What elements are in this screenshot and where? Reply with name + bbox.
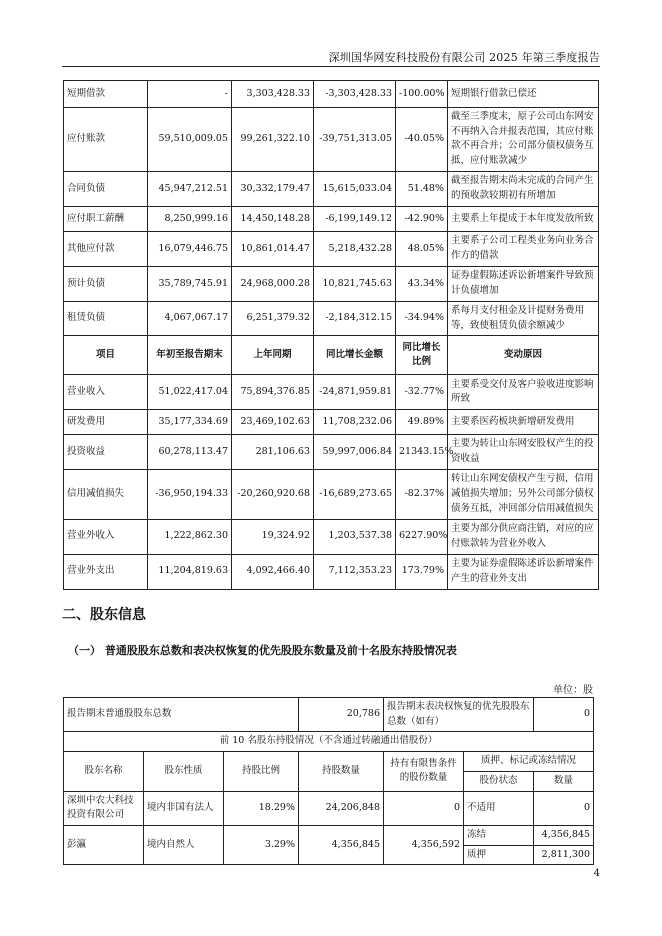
row-prior: 75,894,376.85 (232, 375, 314, 410)
preferred-total-label: 报告期末表决权恢复的优先股股东总数（如有） (384, 698, 534, 732)
row-reason: 主要为证券虚假陈述诉讼新增案件产生的营业外支出 (448, 554, 599, 589)
row-reason: 截至报告期末尚未完成的合同产生的预收款较期初有所增加 (448, 171, 599, 206)
row-current: 8,250,999.16 (148, 206, 232, 231)
row-current: 35,177,334.69 (148, 410, 232, 435)
table-row (64, 206, 599, 231)
shareholder-qty: 24,206,848 (299, 791, 384, 825)
row-current: 59,510,009.05 (148, 108, 232, 172)
row-change-amount: 15,615,033.04 (314, 171, 396, 206)
row-change-ratio: -82.37% (396, 469, 448, 519)
table-row (64, 171, 599, 206)
row-prior: -20,260,920.68 (232, 469, 314, 519)
shareholder-ratio: 18.29% (224, 791, 299, 825)
table-row (64, 108, 599, 172)
shareholder-count: 0 (534, 791, 594, 825)
row-reason: 主要系受交付及客户验收进度影响所致 (448, 375, 599, 410)
col-header-qty: 持股数量 (299, 752, 384, 791)
table-row (64, 266, 599, 301)
row-prior: 3,303,428.33 (232, 81, 314, 108)
col-header-change-amount: 同比增长金额 (314, 336, 396, 375)
table-row (64, 435, 599, 469)
row-item: 合同负债 (64, 171, 148, 206)
shareholder-header-row (64, 752, 594, 772)
row-item: 研发费用 (64, 410, 148, 435)
col-header-change-ratio: 同比增长比例 (396, 336, 448, 375)
row-item: 其他应付款 (64, 231, 148, 266)
row-change-ratio: 43.34% (396, 266, 448, 301)
col-header-reason: 变动原因 (448, 336, 599, 375)
row-change-amount: -3,303,428.33 (314, 81, 396, 108)
row-change-amount: 11,708,232.06 (314, 410, 396, 435)
row-current: 1,222,862.30 (148, 519, 232, 554)
row-change-ratio: -34.94% (396, 301, 448, 335)
row-change-amount: 5,218,432.28 (314, 231, 396, 266)
row-change-amount: 10,821,745.63 (314, 266, 396, 301)
shareholder-count: 4,356,845 (534, 826, 594, 846)
shareholder-qty: 4,356,845 (299, 826, 384, 865)
col-header-item: 项目 (64, 336, 148, 375)
row-item: 短期借款 (64, 81, 148, 108)
row-prior: 19,324.92 (232, 519, 314, 554)
row-reason: 短期银行借款已偿还 (448, 81, 599, 108)
row-current: 4,067,067.17 (148, 301, 232, 335)
table-row (64, 469, 599, 519)
shareholder-nature: 境内自然人 (144, 826, 224, 865)
row-change-ratio: 6227.90% (396, 519, 448, 554)
shareholder-totals-row (64, 698, 594, 732)
col-header-prior: 上年同期 (232, 336, 314, 375)
section-subtitle: （一） 普通股股东总数和表决权恢复的优先股股东数量及前十名股东持股情况表 (68, 644, 457, 657)
row-current: 45,947,212.51 (148, 171, 232, 206)
page-number: 4 (593, 868, 600, 879)
table-row (64, 554, 599, 589)
table-row (64, 826, 594, 846)
row-reason: 主要系上年提成于本年度发放所致 (448, 206, 599, 231)
common-total-value: 20,786 (299, 698, 384, 732)
table-row (64, 81, 599, 108)
col-header-ytd: 年初至报告期末 (148, 336, 232, 375)
row-change-ratio: 49.89% (396, 410, 448, 435)
row-change-amount: -39,751,313.05 (314, 108, 396, 172)
shareholder-restricted: 4,356,592 (384, 826, 464, 865)
shareholder-status: 不适用 (464, 791, 534, 825)
row-change-amount: -16,689,273.65 (314, 469, 396, 519)
header-divider (62, 66, 600, 67)
table-header-row (64, 336, 599, 375)
row-prior: 99,261,322.10 (232, 108, 314, 172)
row-prior: 24,968,000.28 (232, 266, 314, 301)
table-row (64, 519, 599, 554)
row-item: 应付账款 (64, 108, 148, 172)
table-row (64, 231, 599, 266)
row-prior: 4,092,466.40 (232, 554, 314, 589)
row-current: - (148, 81, 232, 108)
row-current: 11,204,819.63 (148, 554, 232, 589)
row-reason: 系每月支付租金及计提财务费用等，致使租赁负债余额减少 (448, 301, 599, 335)
row-item: 应付职工薪酬 (64, 206, 148, 231)
shareholder-status: 冻结 (464, 826, 534, 846)
table-row (64, 375, 599, 410)
row-item: 营业外收入 (64, 519, 148, 554)
row-prior: 6,251,379.32 (232, 301, 314, 335)
row-item: 信用减值损失 (64, 469, 148, 519)
col-header-status: 股份状态 (464, 771, 534, 791)
row-change-ratio: -40.05% (396, 108, 448, 172)
row-current: 35,789,745.91 (148, 266, 232, 301)
row-reason: 证券虚假陈述诉讼新增案件导致预计负债增加 (448, 266, 599, 301)
shareholders-table (63, 697, 594, 865)
financial-changes-table (63, 80, 599, 590)
row-change-amount: -24,871,959.81 (314, 375, 396, 410)
row-item: 营业外支出 (64, 554, 148, 589)
row-item: 预计负债 (64, 266, 148, 301)
common-total-label: 报告期末普通股股东总数 (64, 698, 299, 732)
row-prior: 281,106.63 (232, 435, 314, 469)
shareholder-ratio: 3.29% (224, 826, 299, 865)
row-current: 51,022,417.04 (148, 375, 232, 410)
row-prior: 23,469,102.63 (232, 410, 314, 435)
row-change-amount: 7,112,353.23 (314, 554, 396, 589)
row-reason: 转让山东网安债权产生亏损，信用减值损失增加；另外公司部分债权债务互抵，冲回部分信用减值损失 (448, 469, 599, 519)
row-change-ratio: -100.00% (396, 81, 448, 108)
table-row (64, 301, 599, 335)
shareholder-status: 质押 (464, 845, 534, 865)
preferred-total-value: 0 (534, 698, 594, 732)
page-header-title: 深圳国华网安科技股份有限公司 2025 年第三季度报告 (328, 51, 600, 64)
row-current: 60,278,113.47 (148, 435, 232, 469)
col-header-ratio: 持股比例 (224, 752, 299, 791)
row-change-ratio: -42.90% (396, 206, 448, 231)
col-header-count: 数量 (534, 771, 594, 791)
shareholder-count: 2,811,300 (534, 845, 594, 865)
row-change-amount: 1,203,537.38 (314, 519, 396, 554)
row-change-amount: -2,184,312.15 (314, 301, 396, 335)
row-change-ratio: -32.77% (396, 375, 448, 410)
section-title: 二、股东信息 (62, 607, 146, 623)
row-item: 投资收益 (64, 435, 148, 469)
col-header-pledge: 质押、标记或冻结情况 (464, 752, 594, 772)
row-change-ratio: 21343.15% (396, 435, 448, 469)
row-item: 租赁负债 (64, 301, 148, 335)
shareholder-nature: 境内非国有法人 (144, 791, 224, 825)
unit-label: 单位：股 (553, 685, 593, 696)
row-reason: 主要为转让山东网安股权产生的投资收益 (448, 435, 599, 469)
col-header-nature: 股东性质 (144, 752, 224, 791)
row-change-amount: 59,997,006.84 (314, 435, 396, 469)
row-item: 营业收入 (64, 375, 148, 410)
row-current: -36,950,194.33 (148, 469, 232, 519)
row-reason: 主要系子公司工程类业务向业务合作方的借款 (448, 231, 599, 266)
shareholder-name: 彭瀛 (64, 826, 144, 865)
row-prior: 14,450,148.28 (232, 206, 314, 231)
row-change-amount: -6,199,149.12 (314, 206, 396, 231)
row-current: 16,079,446.75 (148, 231, 232, 266)
row-change-ratio: 48.05% (396, 231, 448, 266)
row-change-ratio: 51.48% (396, 171, 448, 206)
table-row (64, 791, 594, 825)
col-header-restricted: 持有有限售条件的股份数量 (384, 752, 464, 791)
row-reason: 截至三季度末，原子公司山东网安不再纳入合并报表范围，其应付账款不再合并；公司部分债权债务互抵，应付账款减少 (448, 108, 599, 172)
row-prior: 30,332,179.47 (232, 171, 314, 206)
row-prior: 10,861,014.47 (232, 231, 314, 266)
table-row (64, 410, 599, 435)
top10-title-row (64, 732, 594, 752)
shareholder-restricted: 0 (384, 791, 464, 825)
shareholder-name: 深圳中农大科技投资有限公司 (64, 791, 144, 825)
row-reason: 主要为部分供应商注销，对应的应付账款转为营业外收入 (448, 519, 599, 554)
row-reason: 主要系医药板块新增研发费用 (448, 410, 599, 435)
top10-title: 前 10 名股东持股情况（不含通过转融通出借股份） (64, 732, 594, 752)
row-change-ratio: 173.79% (396, 554, 448, 589)
col-header-name: 股东名称 (64, 752, 144, 791)
